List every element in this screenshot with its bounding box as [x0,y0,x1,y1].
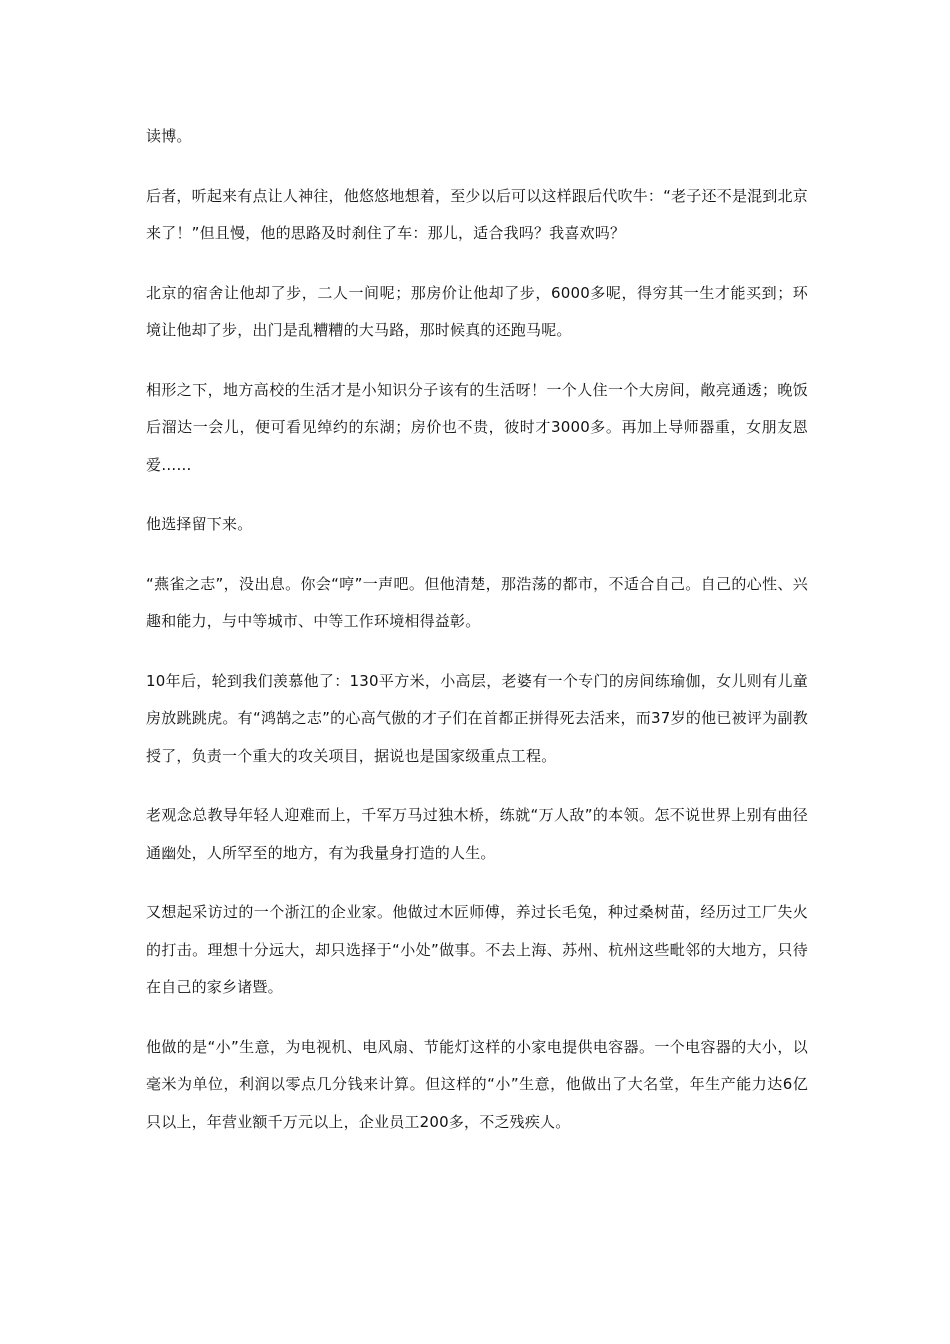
paragraph-8: 老观念总教导年轻人迎难而上，千军万马过独木桥，练就“万人敌”的本领。怎不说世界上别有曲径通幽处，人所罕至的地方，有为我量身打造的人生。 [146,806,808,862]
paragraph-3: 北京的宿舍让他却了步，二人一间呢；那房价让他却了步，6000多呢，得穷其一生才能买到；环境让他却了步，出门是乱糟糟的大马路，那时候真的还跑马呢。 [146,283,808,339]
paragraph-9: 又想起采访过的一个浙江的企业家。他做过木匠师傅，养过长毛兔，种过桑树苗，经历过工厂失火的打击。理想十分远大，却只选择于“小处”做事。不去上海、苏州、杭州这些毗邻的大地方，只待在自己的家乡诸暨。 [146,903,808,996]
paragraph-6: “燕雀之志”，没出息。你会“哼”一声吧。但他清楚，那浩荡的都市，不适合自己。自己的心性、兴趣和能力，与中等城市、中等工作环境相得益彰。 [146,574,808,630]
article-body [146,118,808,1163]
paragraph-7: 10年后，轮到我们羡慕他了：130平方米，小高层，老婆有一个专门的房间练瑜伽，女儿则有儿童房放跳跳虎。有“鸿鹄之志”的心高气傲的才子们在首都正拼得死去活来，而37岁的他已被评为副教授了，负责一个重大的攻关项目，据说也是国家级重点工程。 [146,671,808,765]
paragraph-4: 相形之下，地方高校的生活才是小知识分子该有的生活呀！一个人住一个大房间，敞亮通透；晚饭后溜达一会儿，便可看见绰约的东湖；房价也不贵，彼时才3000多。再加上导师器重，女朋友恩爱…… [146,380,808,474]
paragraph-1: 读博。 [146,127,192,145]
paragraph-10: 他做的是“小”生意，为电视机、电风扇、节能灯这样的小家电提供电容器。一个电容器的大小，以毫米为单位，利润以零点几分钱来计算。但这样的“小”生意，他做出了大名堂，年生产能力达6亿只以上，年营业额千万元以上，企业员工200多，不乏残疾人。 [146,1037,808,1131]
paragraph-2: 后者，听起来有点让人神往，他悠悠地想着，至少以后可以这样跟后代吹牛：“老子还不是混到北京来了！”但且慢，他的思路及时刹住了车：那儿，适合我吗？我喜欢吗？ [146,186,808,242]
paragraph-5: 他选择留下来。 [146,515,253,533]
